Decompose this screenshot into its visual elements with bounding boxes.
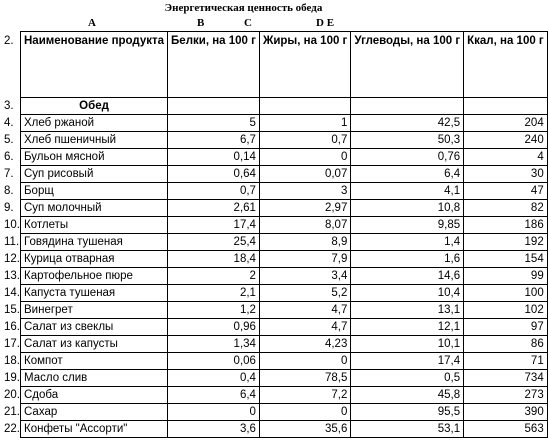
column-letters — [0, 17, 487, 31]
kcal-cell: 30 — [464, 166, 548, 183]
carbs-cell: 42,5 — [351, 115, 464, 132]
product-name-cell: Винегрет — [21, 302, 168, 319]
row-number: 21. — [4, 406, 20, 418]
fat-cell: 0 — [259, 353, 350, 370]
kcal-cell: 47 — [464, 183, 548, 200]
kcal-cell: 186 — [464, 217, 548, 234]
table-row — [0, 234, 547, 251]
fat-cell: 3 — [259, 183, 350, 200]
product-name-cell: Курица отварная — [21, 251, 168, 268]
protein-cell: 18,4 — [168, 251, 260, 268]
row-number: 18. — [4, 355, 20, 367]
fat-cell: 7,9 — [259, 251, 350, 268]
row-number: 10. — [4, 219, 20, 231]
fat-cell: 0,07 — [259, 166, 350, 183]
product-name-cell: Салат из свеклы — [21, 319, 168, 336]
empty-cell — [259, 98, 350, 115]
header-carbs: Углеводы, на 100 г — [351, 32, 464, 98]
table-row — [0, 149, 547, 166]
column-letter-b: B — [197, 17, 205, 29]
product-name-cell: Суп рисовый — [21, 166, 168, 183]
kcal-cell: 99 — [464, 268, 548, 285]
product-name-cell: Компот — [21, 353, 168, 370]
table-row — [0, 404, 547, 421]
kcal-cell: 102 — [464, 302, 548, 319]
fat-cell: 0,7 — [259, 132, 350, 149]
protein-cell: 2,61 — [168, 200, 260, 217]
kcal-cell: 97 — [464, 319, 548, 336]
header-name: Наименование продукта — [21, 32, 168, 98]
product-name-cell: Масло слив — [21, 370, 168, 387]
table-row — [0, 132, 547, 149]
product-name-cell: Капуста тушеная — [21, 285, 168, 302]
fat-cell: 5,2 — [259, 285, 350, 302]
protein-cell: 6,4 — [168, 387, 260, 404]
column-letter-c: C — [244, 17, 252, 29]
fat-cell: 4,23 — [259, 336, 350, 353]
protein-cell: 6,7 — [168, 132, 260, 149]
product-name-cell: Котлеты — [21, 217, 168, 234]
nutrition-table — [0, 31, 548, 438]
protein-cell: 3,6 — [168, 421, 260, 438]
protein-cell: 0,14 — [168, 149, 260, 166]
protein-cell: 0 — [168, 404, 260, 421]
empty-cell — [168, 98, 260, 115]
product-name-cell: Хлеб ржаной — [21, 115, 168, 132]
kcal-cell: 71 — [464, 353, 548, 370]
row-number: 19. — [4, 372, 20, 384]
row-number: 5. — [4, 134, 14, 146]
table-row — [0, 319, 547, 336]
carbs-cell: 0,76 — [351, 149, 464, 166]
row-number: 7. — [4, 168, 14, 180]
kcal-cell: 100 — [464, 285, 548, 302]
fat-cell: 8,9 — [259, 234, 350, 251]
carbs-cell: 6,4 — [351, 166, 464, 183]
carbs-cell: 10,4 — [351, 285, 464, 302]
product-name-cell: Салат из капусты — [21, 336, 168, 353]
carbs-cell: 10,8 — [351, 200, 464, 217]
carbs-cell: 1,4 — [351, 234, 464, 251]
table-row — [0, 166, 547, 183]
carbs-cell: 9,85 — [351, 217, 464, 234]
carbs-cell: 1,6 — [351, 251, 464, 268]
kcal-cell: 82 — [464, 200, 548, 217]
row-number: 12. — [4, 253, 20, 265]
kcal-cell: 86 — [464, 336, 548, 353]
row-number: 9. — [4, 202, 14, 214]
kcal-cell: 273 — [464, 387, 548, 404]
product-name-cell: Сахар — [21, 404, 168, 421]
row-number: 3. — [4, 100, 14, 112]
row-number: 15. — [4, 304, 20, 316]
header-fat: Жиры, на 100 г — [259, 32, 350, 98]
row-number: 14. — [4, 287, 20, 299]
protein-cell: 2 — [168, 268, 260, 285]
fat-cell: 35,6 — [259, 421, 350, 438]
kcal-cell: 4 — [464, 149, 548, 166]
header-kcal: Ккал, на 100 г — [464, 32, 548, 98]
product-name-cell: Сдоба — [21, 387, 168, 404]
product-name-cell: Картофельное пюре — [21, 268, 168, 285]
carbs-cell: 4,1 — [351, 183, 464, 200]
kcal-cell: 390 — [464, 404, 548, 421]
carbs-cell: 0,5 — [351, 370, 464, 387]
section-row — [0, 98, 547, 115]
page-title: Энергетическая ценность обеда — [164, 2, 323, 14]
fat-cell: 4,7 — [259, 319, 350, 336]
kcal-cell: 192 — [464, 234, 548, 251]
header-protein: Белки, на 100 г — [168, 32, 260, 98]
row-number: 4. — [4, 117, 14, 129]
protein-cell: 5 — [168, 115, 260, 132]
table-row — [0, 217, 547, 234]
protein-cell: 25,4 — [168, 234, 260, 251]
product-name-cell: Суп молочный — [21, 200, 168, 217]
kcal-cell: 204 — [464, 115, 548, 132]
row-number: 20. — [4, 389, 20, 401]
fat-cell: 4,7 — [259, 302, 350, 319]
kcal-cell: 240 — [464, 132, 548, 149]
row-number: 11. — [4, 236, 20, 248]
protein-cell: 0,4 — [168, 370, 260, 387]
row-number: 17. — [4, 338, 20, 350]
row-number: 6. — [4, 151, 14, 163]
table-row — [0, 268, 547, 285]
fat-cell: 8,07 — [259, 217, 350, 234]
row-number: 2. — [4, 34, 14, 47]
table-row — [0, 370, 547, 387]
row-number: 16. — [4, 321, 20, 333]
section-label: Обед — [21, 98, 168, 115]
table-row — [0, 302, 547, 319]
table-row — [0, 115, 547, 132]
table-row — [0, 421, 547, 438]
protein-cell: 0,06 — [168, 353, 260, 370]
fat-cell: 78,5 — [259, 370, 350, 387]
carbs-cell: 17,4 — [351, 353, 464, 370]
column-letter-a: A — [88, 17, 96, 29]
carbs-cell: 53,1 — [351, 421, 464, 438]
fat-cell: 0 — [259, 149, 350, 166]
product-name-cell: Бульон мясной — [21, 149, 168, 166]
carbs-cell: 50,3 — [351, 132, 464, 149]
row-number: 22. — [4, 423, 20, 435]
product-name-cell: Говядина тушеная — [21, 234, 168, 251]
carbs-cell: 45,8 — [351, 387, 464, 404]
protein-cell: 17,4 — [168, 217, 260, 234]
protein-cell: 1,2 — [168, 302, 260, 319]
table-row — [0, 200, 547, 217]
product-name-cell: Борщ — [21, 183, 168, 200]
fat-cell: 2,97 — [259, 200, 350, 217]
table-row — [0, 336, 547, 353]
table-row — [0, 353, 547, 370]
protein-cell: 0,96 — [168, 319, 260, 336]
carbs-cell: 10,1 — [351, 336, 464, 353]
fat-cell: 0 — [259, 404, 350, 421]
table-row — [0, 183, 547, 200]
table-row — [0, 285, 547, 302]
protein-cell: 1,34 — [168, 336, 260, 353]
table-row — [0, 251, 547, 268]
carbs-cell: 14,6 — [351, 268, 464, 285]
row-number: 8. — [4, 185, 14, 197]
product-name-cell: Хлеб пшеничный — [21, 132, 168, 149]
kcal-cell: 563 — [464, 421, 548, 438]
fat-cell: 1 — [259, 115, 350, 132]
header-row — [0, 32, 547, 98]
carbs-cell: 95,5 — [351, 404, 464, 421]
empty-cell — [464, 98, 548, 115]
protein-cell: 2,1 — [168, 285, 260, 302]
kcal-cell: 154 — [464, 251, 548, 268]
carbs-cell: 12,1 — [351, 319, 464, 336]
fat-cell: 3,4 — [259, 268, 350, 285]
product-name-cell: Конфеты "Ассорти" — [21, 421, 168, 438]
column-letter-de: D E — [316, 17, 335, 29]
fat-cell: 7,2 — [259, 387, 350, 404]
empty-cell — [351, 98, 464, 115]
protein-cell: 0,64 — [168, 166, 260, 183]
table-row — [0, 387, 547, 404]
carbs-cell: 13,1 — [351, 302, 464, 319]
protein-cell: 0,7 — [168, 183, 260, 200]
row-number: 13. — [4, 270, 20, 282]
kcal-cell: 734 — [464, 370, 548, 387]
